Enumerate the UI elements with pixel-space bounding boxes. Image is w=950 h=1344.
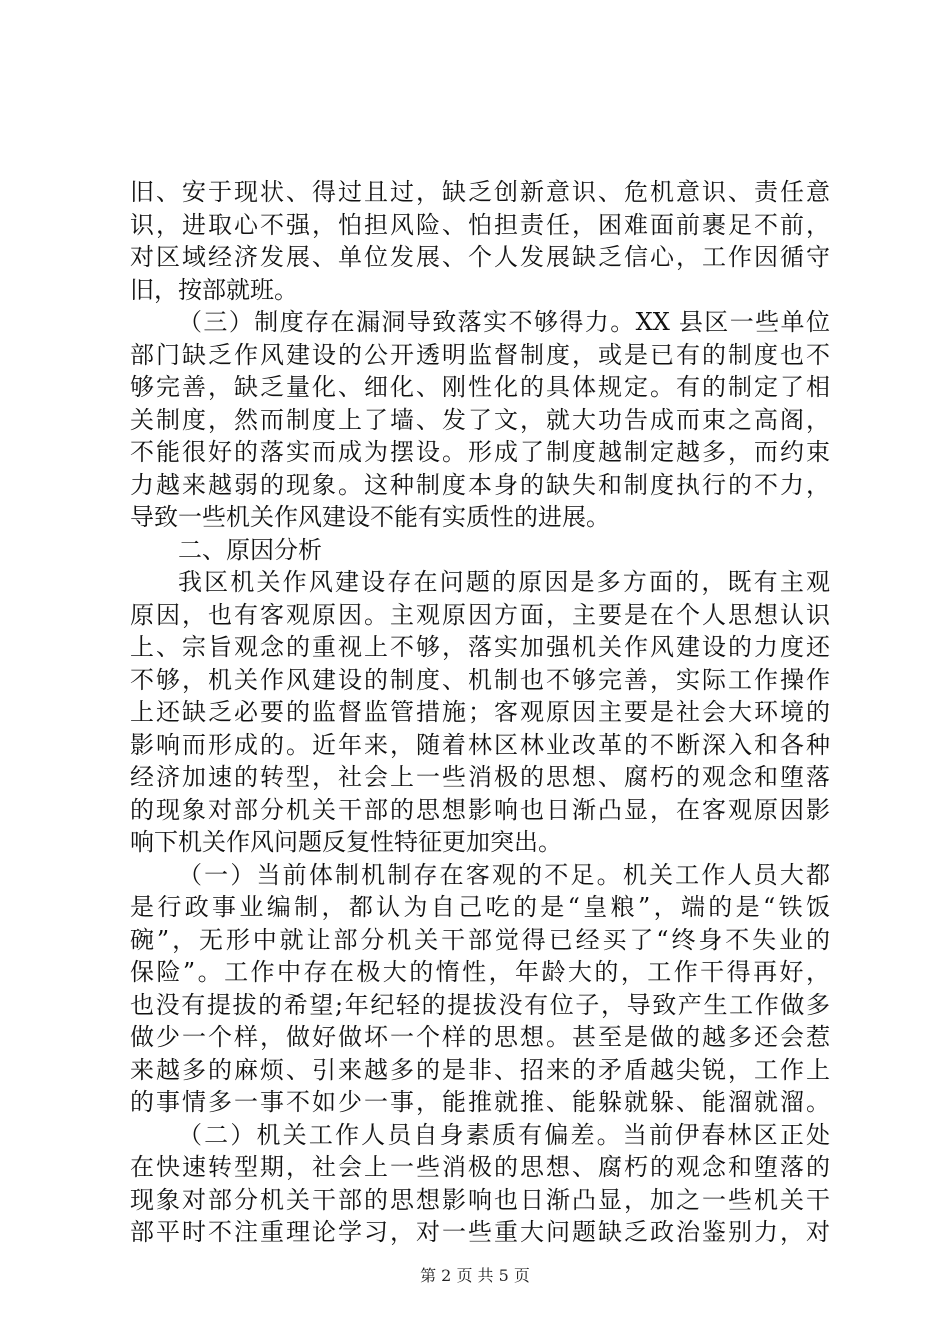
text-line: 经济加速的转型，社会上一些消极的思想、腐朽的观念和堕落 bbox=[130, 763, 830, 791]
text-line: 上还缺乏必要的监督监管措施；客观原因主要是社会大环境的 bbox=[130, 698, 830, 726]
text-line: 在快速转型期，社会上一些消极的思想、腐朽的观念和堕落的 bbox=[130, 1153, 830, 1181]
document-body bbox=[130, 176, 830, 1249]
text-line: 响下机关作风问题反复性特征更加突出。 bbox=[130, 828, 562, 856]
text-line: 我区机关作风建设存在问题的原因是多方面的，既有主观 bbox=[178, 568, 830, 596]
text-line: 做少一个样，做好做坏一个样的思想。甚至是做的越多还会惹 bbox=[130, 1023, 830, 1051]
text-line: （三）制度存在漏洞导致落实不够得力。XX 县区一些单位 bbox=[178, 308, 830, 336]
text-line: 是行政事业编制，都认为自己吃的是“皇粮”，端的是“铁饭 bbox=[130, 893, 830, 921]
text-line: 影响而形成的。近年来，随着林区林业改革的不断深入和各种 bbox=[130, 730, 830, 759]
text-line: 不够，机关作风建设的制度、机制也不够完善，实际工作操作 bbox=[130, 665, 830, 694]
text-line: 保险”。工作中存在极大的惰性，年龄大的，工作干得再好， bbox=[130, 958, 830, 986]
text-line: 也没有提拔的希望;年纪轻的提拔没有位子，导致产生工作做多 bbox=[130, 990, 830, 1019]
text-line: 的现象对部分机关干部的思想影响也日渐凸显，在客观原因影 bbox=[130, 795, 830, 824]
section-heading: 二、原因分析 bbox=[178, 535, 322, 564]
text-line: 上、宗旨观念的重视上不够，落实加强机关作风建设的力度还 bbox=[130, 633, 830, 661]
text-line: 对区域经济发展、单位发展、个人发展缺乏信心，工作因循守 bbox=[130, 243, 830, 271]
text-line: 原因，也有客观原因。主观原因方面，主要是在个人思想认识 bbox=[130, 600, 830, 629]
text-line: 够完善，缺乏量化、细化、刚性化的具体规定。有的制定了相 bbox=[130, 373, 830, 401]
text-line: 部平时不注重理论学习，对一些重大问题缺乏政治鉴别力，对 bbox=[130, 1218, 830, 1246]
text-line: 来越多的麻烦、引来越多的是非、招来的矛盾越尖锐，工作上 bbox=[130, 1055, 830, 1084]
text-line: 不能很好的落实而成为摆设。形成了制度越制定越多，而约束 bbox=[130, 438, 830, 466]
page-footer: 第 2 页 共 5 页 bbox=[420, 1266, 530, 1285]
text-line: （二）机关工作人员自身素质有偏差。当前伊春林区正处 bbox=[178, 1120, 830, 1149]
text-line: 旧，按部就班。 bbox=[130, 275, 298, 304]
text-line: 旧、安于现状、得过且过，缺乏创新意识、危机意识、责任意 bbox=[130, 178, 830, 206]
text-line: 现象对部分机关干部的思想影响也日渐凸显，加之一些机关干 bbox=[130, 1185, 830, 1214]
text-line: 关制度，然而制度上了墙、发了文，就大功告成而束之高阁， bbox=[130, 405, 830, 434]
text-line: 碗”，无形中就让部分机关干部觉得已经买了“终身不失业的 bbox=[130, 925, 830, 954]
text-line: （一）当前体制机制存在客观的不足。机关工作人员大都 bbox=[178, 860, 830, 889]
text-line: 的事情多一事不如少一事，能推就推、能躲就躲、能溜就溜。 bbox=[130, 1088, 830, 1116]
text-line: 力越来越弱的现象。这种制度本身的缺失和制度执行的不力， bbox=[130, 470, 830, 499]
text-line: 识，进取心不强，怕担风险、怕担责任，困难面前裹足不前， bbox=[130, 210, 830, 239]
text-line: 导致一些机关作风建设不能有实质性的进展。 bbox=[130, 503, 610, 531]
text-line: 部门缺乏作风建设的公开透明监督制度，或是已有的制度也不 bbox=[130, 340, 830, 369]
